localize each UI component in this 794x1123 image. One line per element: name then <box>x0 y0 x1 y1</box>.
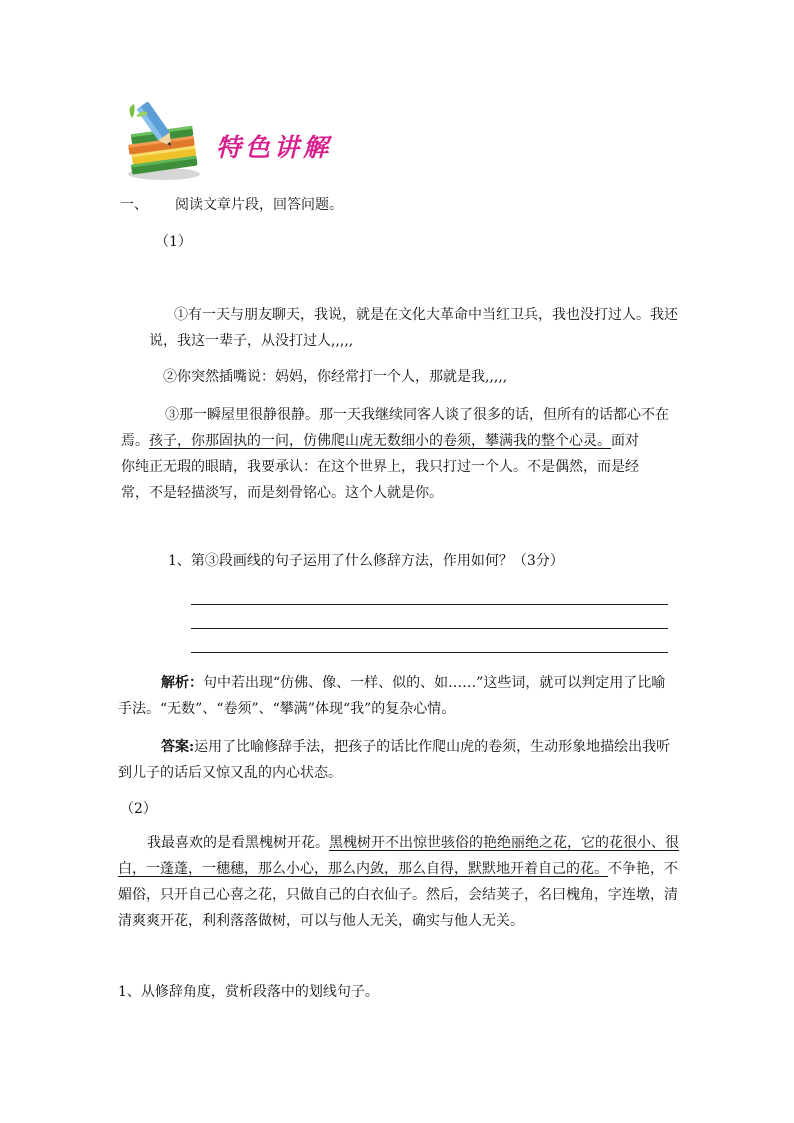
books-pencil-logo-icon <box>118 96 218 182</box>
answer-label: 答案: <box>161 739 195 755</box>
passage1-para1-line2: 说，我这一辈子，从没打过人,,,,, <box>149 333 354 349</box>
para3-line2-end: 面对 <box>611 433 639 449</box>
answer-line-2[interactable] <box>191 628 668 629</box>
analysis-text: 句中若出现“仿佛、像、一样、似的、如……”这些词，就可以判定用了比喻 <box>203 675 666 691</box>
section-number: 一、 <box>120 197 148 213</box>
passage1-para3-line2 <box>121 428 639 455</box>
underlined-sentence: 孩子，你那固执的一问，仿佛爬山虎无数细小的卷须，攀满我的整个心灵。 <box>149 433 611 449</box>
answer-line1 <box>161 734 670 761</box>
passage2-line2 <box>118 856 678 883</box>
answer-line-1[interactable] <box>191 604 668 605</box>
question-1: 1、第③段画线的句子运用了什么修辞方法，作用如何？（3分） <box>168 553 564 569</box>
passage2-line4: 清爽爽开花，利利落落做树，可以与他人无关，确实与他人无关。 <box>118 913 524 929</box>
part2-label: （2） <box>120 801 157 817</box>
section-title: 阅读文章片段，回答问题。 <box>175 197 343 213</box>
underlined-sentence-start: 黑槐树开不出惊世骇俗的艳绝丽绝之花，它的花很小、很 <box>329 835 679 851</box>
passage2-line1 <box>147 830 679 857</box>
analysis-line1 <box>161 670 665 697</box>
answer-line-3[interactable] <box>191 652 668 653</box>
passage1-para3-line3: 你纯正无瑕的眼睛，我要承认：在这个世界上，我只打过一个人。不是偶然，而是经 <box>121 459 639 475</box>
answer-line2: 到儿子的话后又惊又乱的内心状态。 <box>118 765 342 781</box>
passage2-line2-end: 不争艳，不 <box>608 861 678 877</box>
para3-line2-start: 焉。 <box>121 433 149 449</box>
passage2-line1-start: 我最喜欢的是看黑槐树开花。 <box>147 835 329 851</box>
passage1-para2: ②你突然插嘴说：妈妈，你经常打一个人，那就是我,,,,, <box>163 369 508 385</box>
underlined-sentence-end: 白，一蓬蓬，一穗穗，那么小心，那么内敛，那么自得，默默地开着自己的花。 <box>118 861 608 877</box>
passage1-para3-line4: 常，不是轻描淡写，而是刻骨铭心。这个人就是你。 <box>121 485 443 501</box>
part1-label: （1） <box>155 234 192 250</box>
analysis-label: 解析： <box>161 675 203 691</box>
passage1-para1-line1: ①有一天与朋友聊天，我说，就是在文化大革命中当红卫兵，我也没打过人。我还 <box>174 307 678 323</box>
header-title: 特色讲解 <box>216 133 333 162</box>
analysis-line2: 手法。“无数”、“卷须”、“攀满”体现“我”的复杂心情。 <box>118 701 456 717</box>
answer-text: 运用了比喻修辞手法，把孩子的话比作爬山虎的卷须，生动形象地描绘出我听 <box>194 739 671 755</box>
question-2: 1、从修辞角度，赏析段落中的划线句子。 <box>118 984 379 1000</box>
passage2-line3: 媚俗，只开自己心喜之花，只做自己的白衣仙子。然后，会结荚子，名曰槐角，字连墩，清 <box>118 887 678 903</box>
passage1-para3-line1: ③那一瞬屋里很静很静。那一天我继续同客人谈了很多的话，但所有的话都心不在 <box>165 407 669 423</box>
